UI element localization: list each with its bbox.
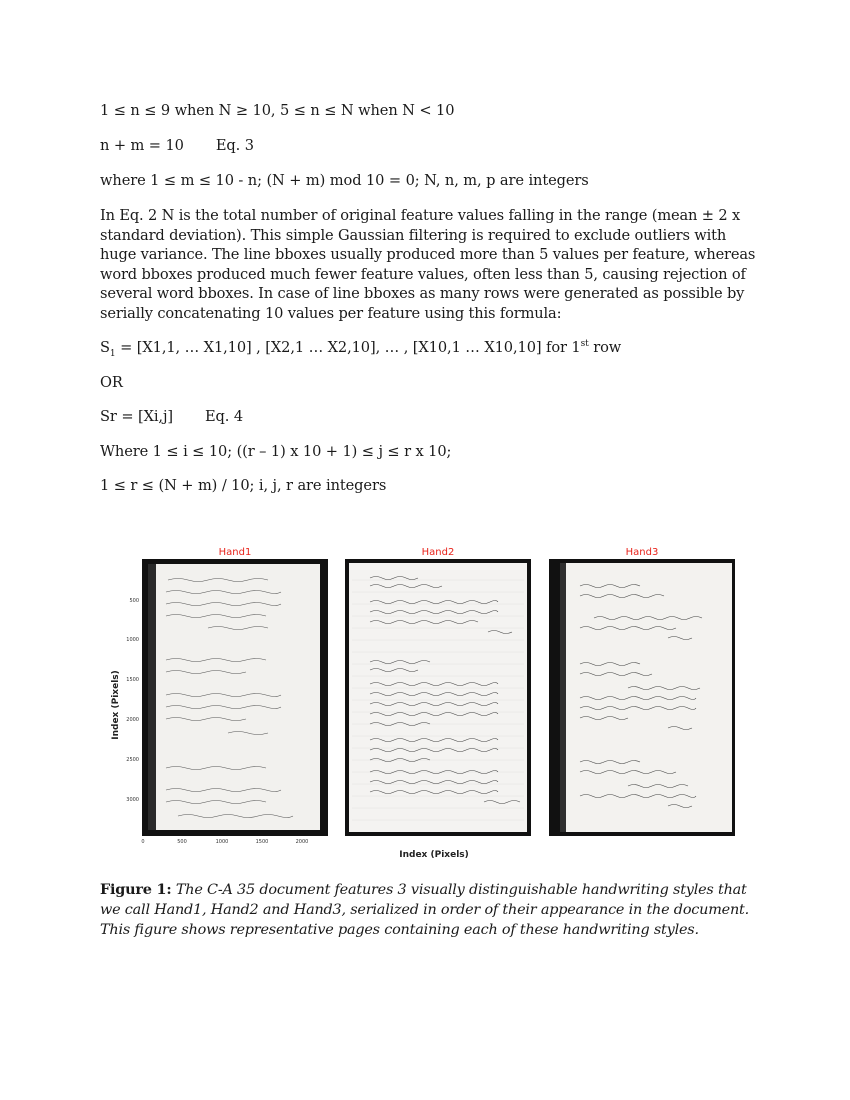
constraint-line-m: where 1 ≤ m ≤ 10 - n; (N + m) mod 10 = 0; N, n, m, p are integers <box>100 172 589 189</box>
y-tick-1500: 1500 <box>126 677 139 683</box>
y-axis-label: Index (Pixels) <box>111 670 121 740</box>
y-tick-1000: 1000 <box>126 637 139 643</box>
x-tick-2000: 2000 <box>295 839 309 845</box>
or-text: OR <box>100 374 123 391</box>
formula-s1-body: = [X1,1, … X1,10] , [X2,1 … X2,10], … , [X10,1 … X10,10] for 1 <box>115 339 581 356</box>
x-tick-1500: 1500 <box>255 839 269 845</box>
equation-3-label: Eq. 3 <box>215 137 254 154</box>
equation-4-label: Eq. 4 <box>205 408 244 425</box>
y-tick-3000: 3000 <box>126 797 139 803</box>
equation-4-expression: Sr = [Xi,j] <box>100 408 173 425</box>
caption-text: The C-A 35 document features 3 visually distinguishable handwriting styles that we call Hand1, Hand2 and Hand3, serialized in order of their appearance in the document. This figure shows representative pages containing each of these handwriting styles. <box>100 882 749 938</box>
formula-s1-subscript: 1 <box>109 348 116 359</box>
constraint-line-n: 1 ≤ n ≤ 9 when N ≥ 10, 5 ≤ n ≤ N when N < 10 <box>100 102 455 119</box>
figure-svg <box>108 540 748 870</box>
handwriting-figure <box>108 540 748 870</box>
panel-title-hand2: Hand2 <box>421 547 455 558</box>
equation-4 <box>100 408 243 425</box>
x-axis-label: Index (Pixels) <box>399 850 469 860</box>
equation-3-expression: n + m = 10 <box>100 137 184 154</box>
formula-s1-prefix: S <box>100 339 110 356</box>
figure-caption <box>100 880 760 940</box>
panel-hand3 <box>549 547 735 836</box>
caption-label: Figure 1: <box>100 881 172 898</box>
panel-title-hand1: Hand1 <box>218 547 252 558</box>
formula-s1 <box>100 339 621 359</box>
index-constraint-line: Where 1 ≤ i ≤ 10; ((r – 1) x 10 + 1) ≤ j ≤ r x 10; <box>100 443 452 460</box>
y-tick-500: 500 <box>129 598 139 604</box>
equation-3 <box>100 137 254 154</box>
panel-title-hand3: Hand3 <box>625 547 659 558</box>
panel-hand2 <box>345 547 531 836</box>
y-tick-2500: 2500 <box>126 757 139 763</box>
x-tick-0: 0 <box>141 839 145 845</box>
r-constraint-line: 1 ≤ r ≤ (N + m) / 10; i, j, r are integers <box>100 477 387 494</box>
y-tick-2000: 2000 <box>126 717 139 723</box>
panel-hand1 <box>126 547 328 845</box>
body-paragraph: In Eq. 2 N is the total number of original feature values falling in the range (mean ± 2 x standard deviation). This simple Gaussian filtering is required to exclude outliers with huge variance. The line bboxes usually produced more than 5 values per feature, whereas word bboxes produced much fewer feature values, often less than 5, causing rejection of several word bboxes. In case of line bboxes as many rows were generated as possible by serially concatenating 10 values per feature using this formula: <box>100 207 756 322</box>
formula-s1-suffix: row <box>588 339 622 356</box>
x-tick-1000: 1000 <box>215 839 229 845</box>
x-tick-500: 500 <box>177 839 187 845</box>
formula-s1-superscript: st <box>580 339 589 350</box>
